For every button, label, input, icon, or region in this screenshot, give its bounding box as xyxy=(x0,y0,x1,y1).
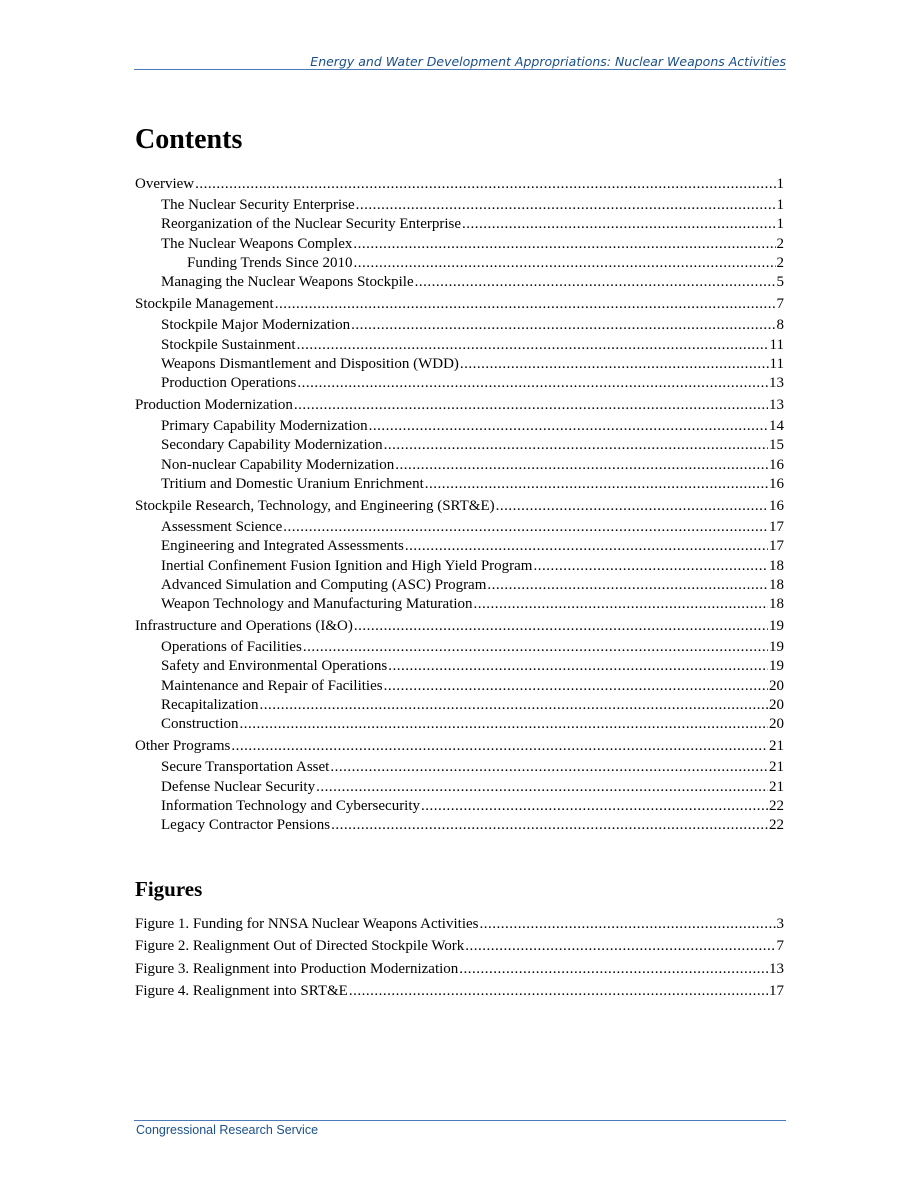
entry-page-number: 2 xyxy=(776,255,784,271)
dot-leader xyxy=(331,816,768,834)
entry-title: Production Operations xyxy=(161,375,297,391)
figure-entry[interactable] xyxy=(135,960,784,978)
entry-title: Figure 2. Realignment Out of Directed Stockpile Work xyxy=(135,938,465,954)
toc-entry[interactable] xyxy=(161,475,784,493)
entry-title: The Nuclear Security Enterprise xyxy=(161,197,355,213)
entry-title: Legacy Contractor Pensions xyxy=(161,817,331,833)
dot-leader xyxy=(297,374,768,392)
entry-page-number: 2 xyxy=(776,236,784,252)
entry-title: Secure Transportation Asset xyxy=(161,759,330,775)
toc-entry[interactable] xyxy=(161,638,784,656)
entry-title: Reorganization of the Nuclear Security Enterprise xyxy=(161,216,462,232)
toc-entry[interactable] xyxy=(135,295,784,313)
dot-leader xyxy=(353,235,775,253)
toc-entry[interactable] xyxy=(135,175,784,193)
toc-entry[interactable] xyxy=(161,797,784,815)
figure-entry[interactable] xyxy=(135,937,784,955)
entry-page-number: 14 xyxy=(769,418,784,434)
toc-entry[interactable] xyxy=(161,537,784,555)
entry-page-number: 19 xyxy=(769,658,784,674)
footer-source: Congressional Research Service xyxy=(136,1123,319,1137)
dot-leader xyxy=(384,436,768,454)
figures-heading: Figures xyxy=(135,877,203,901)
toc-entry[interactable] xyxy=(135,396,784,414)
dot-leader xyxy=(388,657,768,675)
dot-leader xyxy=(231,737,768,755)
toc-entry[interactable] xyxy=(187,254,784,272)
dot-leader xyxy=(462,215,775,233)
figure-entry[interactable] xyxy=(135,915,784,933)
entry-page-number: 20 xyxy=(769,678,784,694)
toc-entry[interactable] xyxy=(161,273,784,291)
entry-title: Stockpile Management xyxy=(135,296,274,312)
entry-title: Secondary Capability Modernization xyxy=(161,437,383,453)
entry-page-number: 1 xyxy=(776,197,784,213)
toc-entry[interactable] xyxy=(135,737,784,755)
dot-leader xyxy=(240,715,769,733)
entry-page-number: 18 xyxy=(769,596,784,612)
entry-title: Production Modernization xyxy=(135,397,293,413)
entry-page-number: 16 xyxy=(769,476,784,492)
dot-leader xyxy=(415,273,776,291)
header-rule xyxy=(134,69,786,70)
entry-title: Stockpile Research, Technology, and Engineering (SRT&E) xyxy=(135,498,495,514)
entry-page-number: 5 xyxy=(776,274,784,290)
dot-leader xyxy=(283,518,768,536)
entry-page-number: 17 xyxy=(769,538,784,554)
entry-page-number: 20 xyxy=(769,716,784,732)
entry-title: Figure 4. Realignment into SRT&E xyxy=(135,983,348,999)
dot-leader xyxy=(496,497,768,515)
dot-leader xyxy=(351,316,775,334)
dot-leader xyxy=(330,758,768,776)
dot-leader xyxy=(395,456,768,474)
dot-leader xyxy=(294,396,768,414)
entry-page-number: 11 xyxy=(769,356,784,372)
dot-leader xyxy=(474,595,768,613)
dot-leader xyxy=(316,778,768,796)
entry-page-number: 7 xyxy=(776,296,784,312)
contents-heading: Contents xyxy=(135,124,243,155)
dot-leader xyxy=(303,638,768,656)
toc-entry[interactable] xyxy=(161,196,784,214)
dot-leader xyxy=(465,937,775,955)
entry-title: Funding Trends Since 2010 xyxy=(187,255,353,271)
dot-leader xyxy=(479,915,775,933)
toc-entry[interactable] xyxy=(161,715,784,733)
entry-page-number: 13 xyxy=(769,961,784,977)
toc-entry[interactable] xyxy=(161,215,784,233)
entry-title: Weapon Technology and Manufacturing Maturation xyxy=(161,596,473,612)
dot-leader xyxy=(353,254,775,272)
entry-page-number: 3 xyxy=(776,916,784,932)
entry-page-number: 18 xyxy=(769,558,784,574)
dot-leader xyxy=(384,677,768,695)
toc-entry[interactable] xyxy=(161,436,784,454)
entry-page-number: 17 xyxy=(769,983,784,999)
toc-entry[interactable] xyxy=(161,336,784,354)
dot-leader xyxy=(487,576,768,594)
entry-title: Construction xyxy=(161,716,239,732)
entry-title: Infrastructure and Operations (I&O) xyxy=(135,618,353,634)
toc-entry[interactable] xyxy=(161,657,784,675)
entry-title: Stockpile Sustainment xyxy=(161,337,296,353)
entry-title: Information Technology and Cybersecurity xyxy=(161,798,421,814)
toc-entry[interactable] xyxy=(161,374,784,392)
toc-entry[interactable] xyxy=(161,696,784,714)
dot-leader xyxy=(460,355,769,373)
dot-leader xyxy=(369,417,768,435)
entry-page-number: 15 xyxy=(769,437,784,453)
dot-leader xyxy=(195,175,775,193)
dot-leader xyxy=(356,196,776,214)
entry-page-number: 13 xyxy=(769,397,784,413)
toc-entry[interactable] xyxy=(161,417,784,435)
entry-title: Figure 3. Realignment into Production Modernization xyxy=(135,961,459,977)
entry-page-number: 22 xyxy=(769,798,784,814)
dot-leader xyxy=(354,617,768,635)
entry-title: Maintenance and Repair of Facilities xyxy=(161,678,383,694)
entry-page-number: 16 xyxy=(769,498,784,514)
entry-page-number: 1 xyxy=(776,176,784,192)
entry-title: Overview xyxy=(135,176,195,192)
dot-leader xyxy=(405,537,768,555)
toc-entry[interactable] xyxy=(161,235,784,253)
toc-entry[interactable] xyxy=(161,595,784,613)
entry-title: Figure 1. Funding for NNSA Nuclear Weapons Activities xyxy=(135,916,479,932)
toc-entry[interactable] xyxy=(161,355,784,373)
running-header: Energy and Water Development Appropriations: Nuclear Weapons Activities xyxy=(310,54,786,69)
entry-title: Safety and Environmental Operations xyxy=(161,658,388,674)
toc-entry[interactable] xyxy=(161,677,784,695)
toc-entry[interactable] xyxy=(161,778,784,796)
entry-page-number: 19 xyxy=(769,618,784,634)
entry-title: Other Programs xyxy=(135,738,231,754)
entry-title: Inertial Confinement Fusion Ignition and High Yield Program xyxy=(161,558,533,574)
dot-leader xyxy=(275,295,776,313)
entry-page-number: 8 xyxy=(776,317,784,333)
toc-entry[interactable] xyxy=(161,816,784,834)
entry-page-number: 19 xyxy=(769,639,784,655)
entry-title: The Nuclear Weapons Complex xyxy=(161,236,353,252)
toc-entry[interactable] xyxy=(135,617,784,635)
entry-page-number: 22 xyxy=(769,817,784,833)
dot-leader xyxy=(533,557,768,575)
entry-page-number: 11 xyxy=(769,337,784,353)
toc-entry[interactable] xyxy=(161,456,784,474)
entry-page-number: 20 xyxy=(769,697,784,713)
entry-page-number: 21 xyxy=(769,738,784,754)
toc-entry[interactable] xyxy=(161,576,784,594)
entry-title: Managing the Nuclear Weapons Stockpile xyxy=(161,274,414,290)
entry-title: Weapons Dismantlement and Disposition (WDD) xyxy=(161,356,459,372)
entry-title: Operations of Facilities xyxy=(161,639,302,655)
toc-entry[interactable] xyxy=(161,557,784,575)
entry-title: Stockpile Major Modernization xyxy=(161,317,351,333)
entry-title: Engineering and Integrated Assessments xyxy=(161,538,404,554)
dot-leader xyxy=(259,696,768,714)
entry-page-number: 21 xyxy=(769,779,784,795)
dot-leader xyxy=(421,797,768,815)
dot-leader xyxy=(297,336,769,354)
toc-entry[interactable] xyxy=(161,518,784,536)
figure-entry[interactable] xyxy=(135,982,784,1000)
toc-entry[interactable] xyxy=(161,316,784,334)
dot-leader xyxy=(349,982,768,1000)
entry-title: Non-nuclear Capability Modernization xyxy=(161,457,395,473)
entry-page-number: 7 xyxy=(776,938,784,954)
entry-title: Advanced Simulation and Computing (ASC) Program xyxy=(161,577,487,593)
entry-page-number: 16 xyxy=(769,457,784,473)
entry-page-number: 18 xyxy=(769,577,784,593)
dot-leader xyxy=(425,475,768,493)
entry-page-number: 21 xyxy=(769,759,784,775)
toc-entry[interactable] xyxy=(161,758,784,776)
entry-title: Recapitalization xyxy=(161,697,259,713)
toc-entry[interactable] xyxy=(135,497,784,515)
entry-title: Defense Nuclear Security xyxy=(161,779,316,795)
entry-page-number: 1 xyxy=(776,216,784,232)
entry-page-number: 13 xyxy=(769,375,784,391)
entry-title: Tritium and Domestic Uranium Enrichment xyxy=(161,476,424,492)
dot-leader xyxy=(459,960,768,978)
entry-page-number: 17 xyxy=(769,519,784,535)
entry-title: Primary Capability Modernization xyxy=(161,418,368,434)
footer-rule xyxy=(134,1120,786,1121)
entry-title: Assessment Science xyxy=(161,519,283,535)
